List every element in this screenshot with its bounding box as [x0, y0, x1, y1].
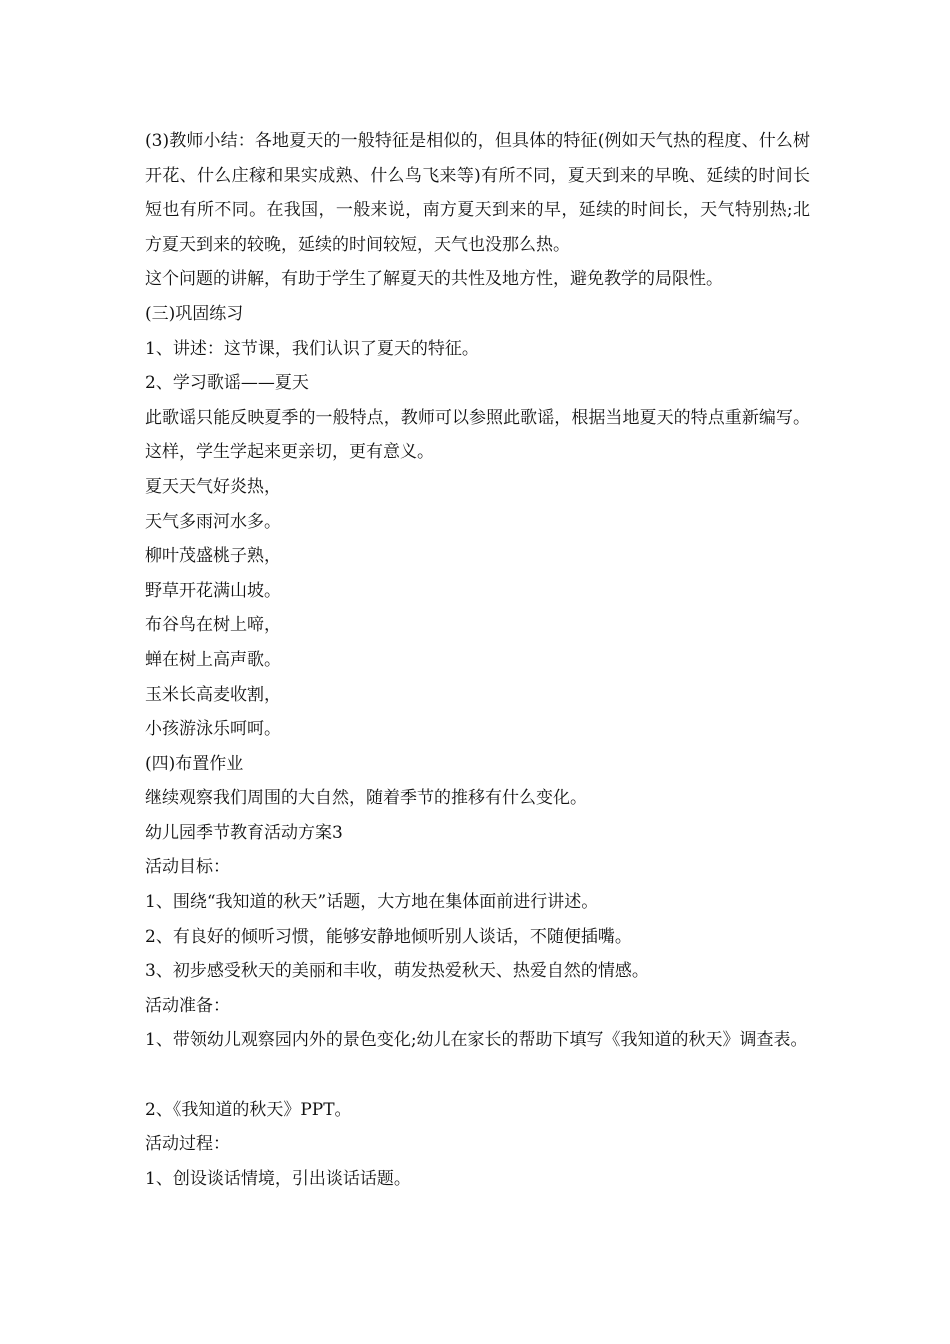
- rhyme-line: 野草开花满山坡。: [145, 580, 281, 601]
- section-heading-process: 活动过程：: [145, 1134, 230, 1155]
- list-item-goal: 2、有良好的倾听习惯，能够安静地倾听别人谈话，不随便插嘴。: [145, 926, 632, 947]
- rhyme-line: 布谷鸟在树上啼，: [145, 615, 281, 636]
- list-item-narrate: 1、讲述：这节课，我们认识了夏天的特征。: [145, 338, 479, 359]
- list-item-goal: 3、初步感受秋天的美丽和丰收，萌发热爱秋天、热爱自然的情感。: [145, 961, 649, 982]
- list-item-process: 1、创设谈话情境，引出谈话话题。: [145, 1168, 411, 1189]
- section-heading-homework: (四)布置作业: [145, 753, 244, 774]
- list-item-preparation: 2、《我知道的秋天》PPT。: [145, 1099, 352, 1120]
- rhyme-line: 柳叶茂盛桃子熟，: [145, 546, 281, 567]
- section-heading-preparation: 活动准备：: [145, 995, 230, 1016]
- list-item-learn-rhyme: 2、学习歌谣——夏天: [145, 373, 309, 394]
- paragraph-explanation: 这个问题的讲解，有助于学生了解夏天的共性及地方性，避免教学的局限性。: [145, 269, 723, 290]
- rhyme-line: 天气多雨河水多。: [145, 511, 281, 532]
- list-item-preparation: 1、带领幼儿观察园内外的景色变化;幼儿在家长的帮助下填写《我知道的秋天》调查表。: [145, 1030, 808, 1051]
- rhyme-line: 玉米长高麦收割，: [145, 684, 281, 705]
- rhyme-line: 夏天天气好炎热，: [145, 476, 281, 497]
- rhyme-line: 小孩游泳乐呵呵。: [145, 719, 281, 740]
- section-heading-consolidation: (三)巩固练习: [145, 303, 244, 324]
- paragraph-homework: 继续观察我们周围的大自然，随着季节的推移有什么变化。: [145, 788, 587, 809]
- list-item-goal: 1、围绕“我知道的秋天”话题，大方地在集体面前进行讲述。: [145, 892, 599, 913]
- document-body: [145, 124, 810, 1196]
- rhyme-line: 蝉在树上高声歌。: [145, 649, 281, 670]
- section-heading-goals: 活动目标：: [145, 857, 230, 878]
- plan-title: 幼儿园季节教育活动方案3: [145, 822, 343, 843]
- paragraph-rhyme-note: 此歌谣只能反映夏季的一般特点，教师可以参照此歌谣，根据当地夏天的特点重新编写。这样，学生学起来更亲切，更有意义。: [145, 407, 810, 463]
- paragraph-teacher-summary: (3)教师小结：各地夏天的一般特征是相似的，但具体的特征(例如天气热的程度、什么树开花、什么庄稼和果实成熟、什么鸟飞来等)有所不同，夏天到来的早晚、延续的时间长短也有所不同。在我国，一般来说，南方夏天到来的早，延续的时间长，天气特别热;北方夏天到来的较晚，延续的时间较短，天气也没那么热。: [145, 131, 810, 255]
